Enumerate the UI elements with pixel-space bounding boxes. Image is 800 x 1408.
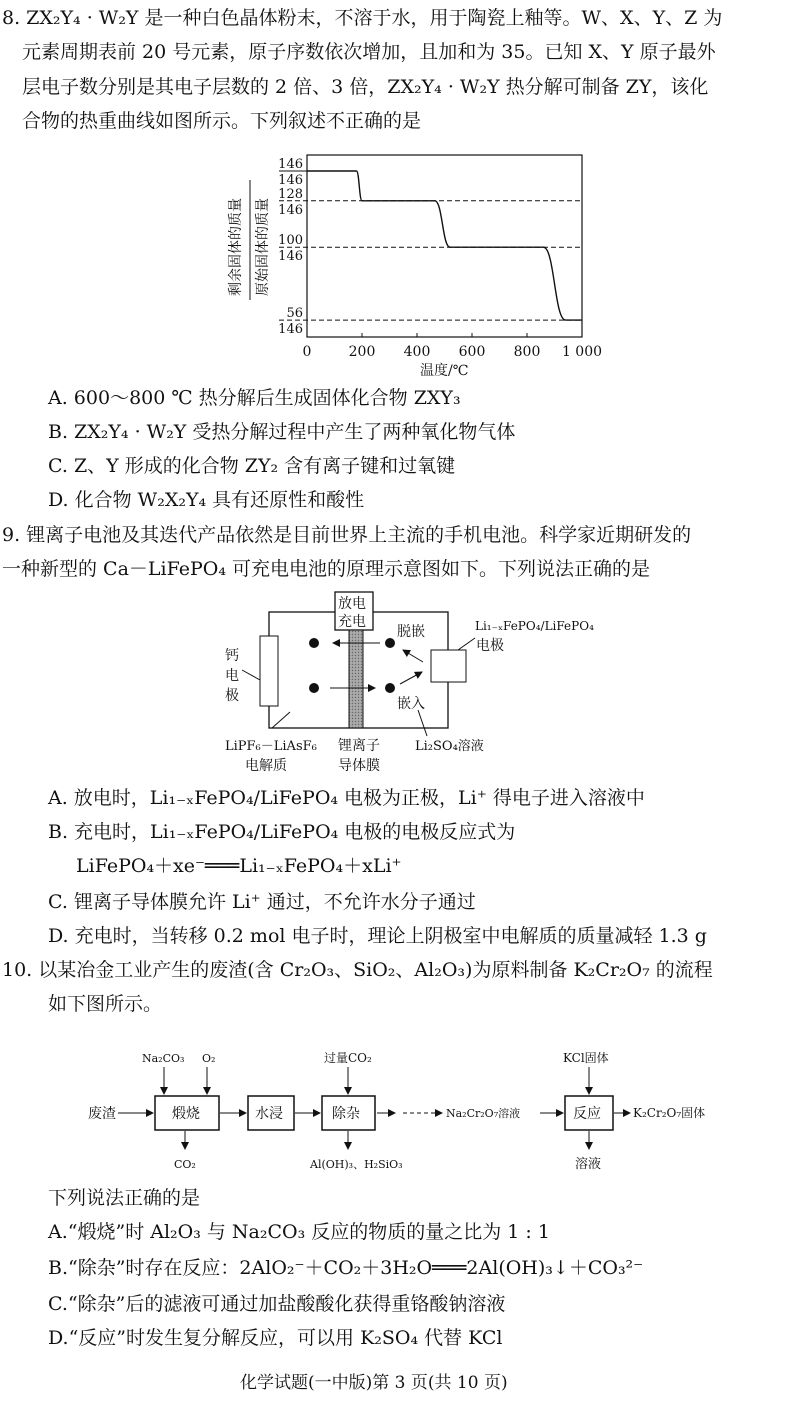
output-precipitates: Al(OH)₃、H₂SiO₃ <box>310 1158 403 1171</box>
flow-start: 废渣 <box>88 1106 116 1122</box>
q10-stem-line: 10. 以某冶金工业产生的废渣(含 Cr₂O₃、SiO₂、Al₂O₃)为原料制备 K₂Cr₂O₇ 的流程 <box>2 959 713 981</box>
y-tick-denominator: 146 <box>278 322 303 338</box>
q9-option-c[interactable]: C. 锂离子导体膜允许 Li⁺ 通过，不允许水分子通过 <box>48 891 476 913</box>
step-calcination-label: 煅烧 <box>172 1106 200 1122</box>
q8-stem-line: 8. ZX₂Y₄ · W₂Y 是一种白色晶体粉末，不溶于水，用于陶瓷上釉等。W、X、Y、Z 为 <box>2 7 723 29</box>
y-tick-numerator: 100 <box>278 233 303 249</box>
q10-option-a[interactable]: A.“煅烧”时 Al₂O₃ 与 Na₂CO₃ 反应的物质的量之比为 1 : 1 <box>48 1221 550 1243</box>
x-tick-label: 400 <box>403 344 431 360</box>
left-electrode-label: 电 <box>225 668 239 684</box>
y-tick-numerator: 128 <box>278 186 303 202</box>
q8-stem-line: 层电子数分别是其电子层数的 2 倍、3 倍，ZX₂Y₄ · W₂Y 热分解可制备 ZY，该化 <box>22 76 709 98</box>
deintercalate-label: 脱嵌 <box>397 624 425 640</box>
right-electrode-label: Li₁₋ₓFePO₄/LiFePO₄ <box>475 619 594 633</box>
y-tick-denominator: 146 <box>278 249 303 265</box>
membrane-label-2: 导体膜 <box>338 758 380 774</box>
q10-prompt: 下列说法正确的是 <box>48 1187 201 1209</box>
y-tick-denominator: 146 <box>278 202 303 218</box>
y-label-numerator: 剩余固体的质量 <box>228 198 244 296</box>
q10-stem-line: 如下图所示。 <box>48 993 163 1015</box>
q9-stem-line: 9. 锂离子电池及其迭代产品依然是目前世界上主流的手机电池。科学家近期研发的 <box>2 524 692 546</box>
q8-option-a[interactable]: A. 600～800 ℃ 热分解后生成固体化合物 ZXY₃ <box>48 387 461 409</box>
input-o2: O₂ <box>202 1052 216 1065</box>
q8-option-b[interactable]: B. ZX₂Y₄ · W₂Y 受热分解过程中产生了两种氧化物气体 <box>48 421 516 443</box>
y-label-denominator: 原始固体的质量 <box>255 198 271 296</box>
q9-option-d[interactable]: D. 充电时，当转移 0.2 mol 电子时，理论上阴极室中电解质的质量减轻 1.3 g <box>48 925 707 947</box>
x-tick-label: 1 000 <box>561 344 603 360</box>
q8-stem-line: 元素周期表前 20 号元素，原子序数依次增加，且加和为 35。已知 X、Y 原子最外 <box>22 41 716 63</box>
switch-label-charge: 充电 <box>338 614 366 630</box>
input-na2co3: Na₂CO₃ <box>142 1052 185 1065</box>
x-tick-label: 800 <box>513 344 541 360</box>
step-impurity-removal-label: 除杂 <box>332 1106 360 1122</box>
left-electrode-label: 极 <box>225 688 239 704</box>
y-tick-numerator: 146 <box>278 157 303 172</box>
electrolyte-label: LiPF₆－LiAsF₆ <box>225 739 317 754</box>
q10-option-d[interactable]: D.“反应”时发生复分解反应，可以用 K₂SO₄ 代替 KCl <box>48 1327 503 1349</box>
q8-stem-line: 合物的热重曲线如图所示。下列叙述不正确的是 <box>22 110 422 132</box>
output-co2: CO₂ <box>174 1158 196 1171</box>
right-electrode-label-2: 电极 <box>476 638 504 654</box>
membrane-label: 锂离子 <box>338 738 380 754</box>
electrolyte-label-2: 电解质 <box>245 758 287 774</box>
flow-end-product: K₂Cr₂O₇固体 <box>633 1106 706 1120</box>
y-tick-numerator: 56 <box>286 306 303 322</box>
q8-option-c[interactable]: C. Z、Y 形成的化合物 ZY₂ 含有离子键和过氧键 <box>48 455 456 477</box>
q9-option-b-equation: LiFePO₄＋xe⁻═══Li₁₋ₓFePO₄＋xLi⁺ <box>76 855 402 877</box>
q9-option-b[interactable]: B. 充电时，Li₁₋ₓFePO₄/LiFePO₄ 电极的电极反应式为 <box>48 821 516 843</box>
left-electrode-label: 钙 <box>225 648 239 664</box>
step-water-leach-label: 水浸 <box>255 1106 283 1122</box>
q9-stem-line: 一种新型的 Ca－LiFePO₄ 可充电电池的原理示意图如下。下列说法正确的是 <box>2 558 651 580</box>
input-kcl: KCl固体 <box>563 1051 609 1065</box>
x-tick-label: 200 <box>348 344 376 360</box>
input-excess-co2: 过量CO₂ <box>324 1051 372 1065</box>
x-tick-label: 600 <box>458 344 486 360</box>
intercalate-label: 嵌入 <box>397 696 425 712</box>
y-tick-denominator: 146 <box>278 173 303 188</box>
intermediate-solution: Na₂Cr₂O₇溶液 <box>446 1107 521 1120</box>
q9-option-a[interactable]: A. 放电时，Li₁₋ₓFePO₄/LiFePO₄ 电极为正极，Li⁺ 得电子进入溶液中 <box>48 787 645 809</box>
q10-option-b[interactable]: B.“除杂”时存在反应：2AlO₂⁻＋CO₂＋3H₂O═══2Al(OH)₃↓＋CO₃²⁻ <box>48 1257 644 1279</box>
output-solution: 溶液 <box>575 1157 602 1172</box>
solution-label: Li₂SO₄溶液 <box>415 739 484 754</box>
step-reaction-label: 反应 <box>573 1106 601 1122</box>
q10-option-c[interactable]: C.“除杂”后的滤液可通过加盐酸酸化获得重铬酸钠溶液 <box>48 1293 506 1315</box>
q8-option-d[interactable]: D. 化合物 W₂X₂Y₄ 具有还原性和酸性 <box>48 489 365 511</box>
switch-label-discharge: 放电 <box>338 596 366 612</box>
x-tick-label: 0 <box>302 344 312 360</box>
page-footer: 化学试题(一中版)第 3 页(共 10 页) <box>240 1373 508 1393</box>
x-axis-label: 温度/℃ <box>420 363 469 379</box>
